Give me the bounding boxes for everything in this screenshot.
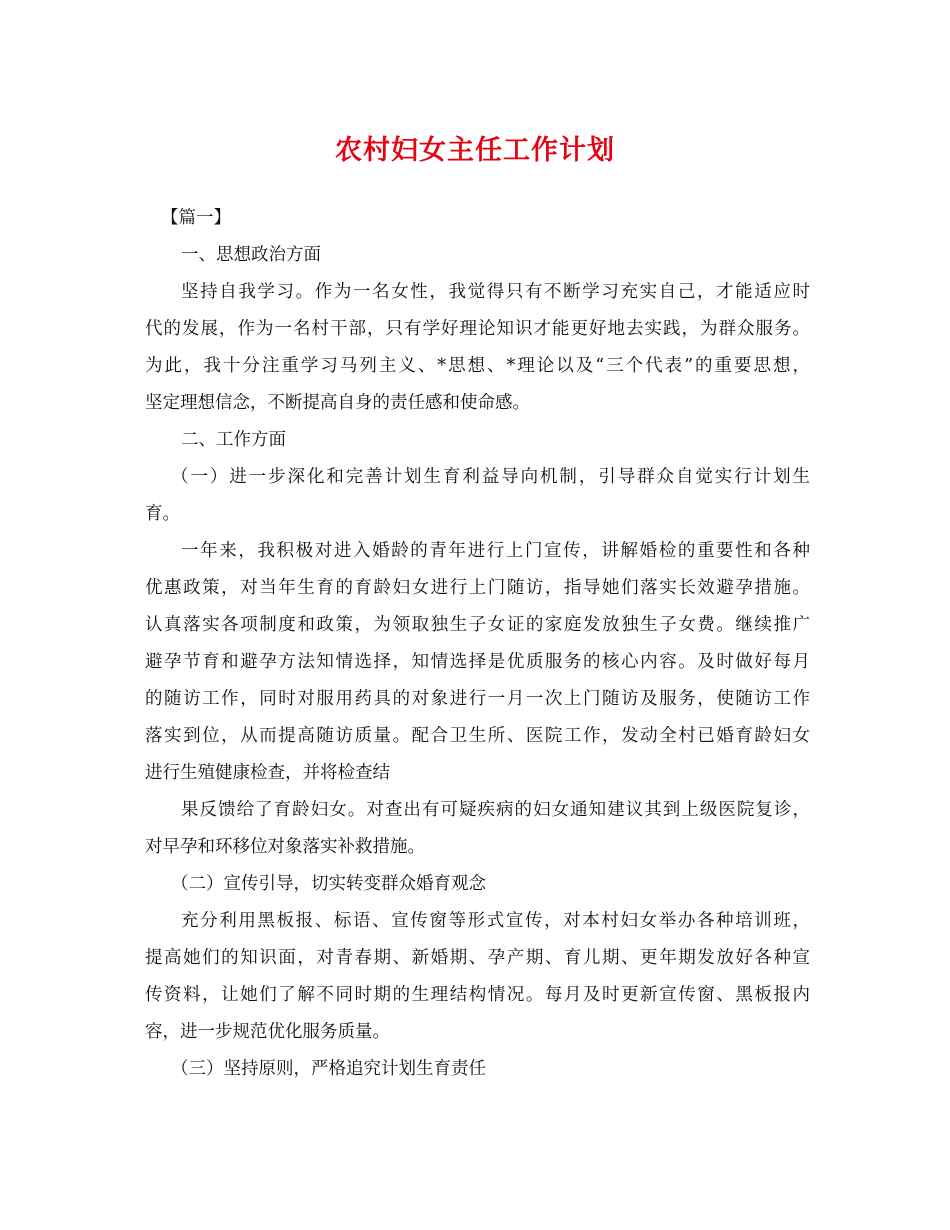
paragraph-line: 充分利用黑板报、标语、宣传窗等形式宣传，对本村妇女举办各种培训班， — [181, 911, 810, 931]
document-title: 农村妇女主任工作计划 — [335, 135, 615, 166]
section-label: 【篇一】 — [161, 208, 231, 228]
paragraph-line: 代的发展，作为一名村干部，只有学好理论知识才能更好地去实践，为群众服务。 — [145, 319, 810, 339]
paragraph-line: 坚持自我学习。作为一名女性，我觉得只有不断学习充实自己，才能适应时 — [181, 282, 810, 302]
paragraph-line: 为此，我十分注重学习马列主义、*思想、*理论以及“三个代表”的重要思想， — [145, 356, 810, 376]
paragraph-line: 对早孕和环移位对象落实补救措施。 — [145, 837, 425, 857]
subsection-heading: （一）进一步深化和完善计划生育利益导向机制，引导群众自觉实行计划生 — [171, 467, 810, 487]
paragraph-line: 的随访工作，同时对服用药具的对象进行一月一次上门随访及服务，使随访工作 — [145, 689, 810, 709]
subsection-heading: 育。 — [145, 504, 180, 524]
section-heading: 二、工作方面 — [181, 430, 286, 450]
paragraph-line: 容，进一步规范优化服务质量。 — [145, 1022, 390, 1042]
paragraph-line: 果反馈给了育龄妇女。对查出有可疑疾病的妇女通知建议其到上级医院复诊， — [181, 800, 810, 820]
subsection-heading: （三）坚持原则，严格追究计划生育责任 — [171, 1059, 486, 1079]
paragraph-line: 落实到位，从而提高随访质量。配合卫生所、医院工作，发动全村已婚育龄妇女 — [145, 726, 810, 746]
paragraph-line: 进行生殖健康检查，并将检查结 — [145, 763, 390, 783]
document-body — [145, 200, 810, 1088]
section-heading: 一、思想政治方面 — [181, 245, 321, 265]
paragraph-line: 优惠政策，对当年生育的育龄妇女进行上门随访，指导她们落实长效避孕措施。 — [145, 578, 810, 598]
paragraph-line: 一年来，我积极对进入婚龄的青年进行上门宣传，讲解婚检的重要性和各种 — [181, 541, 810, 561]
subsection-heading: （二）宣传引导，切实转变群众婚育观念 — [171, 874, 486, 894]
paragraph-line: 坚定理想信念，不断提高自身的责任感和使命感。 — [145, 393, 530, 413]
paragraph-line: 提高她们的知识面，对青春期、新婚期、孕产期、育儿期、更年期发放好各种宣 — [145, 948, 810, 968]
paragraph-line: 传资料，让她们了解不同时期的生理结构情况。每月及时更新宣传窗、黑板报内 — [145, 985, 810, 1005]
paragraph-line: 认真落实各项制度和政策，为领取独生子女证的家庭发放独生子女费。继续推广 — [145, 615, 810, 635]
paragraph-line: 避孕节育和避孕方法知情选择，知情选择是优质服务的核心内容。及时做好每月 — [145, 652, 810, 672]
